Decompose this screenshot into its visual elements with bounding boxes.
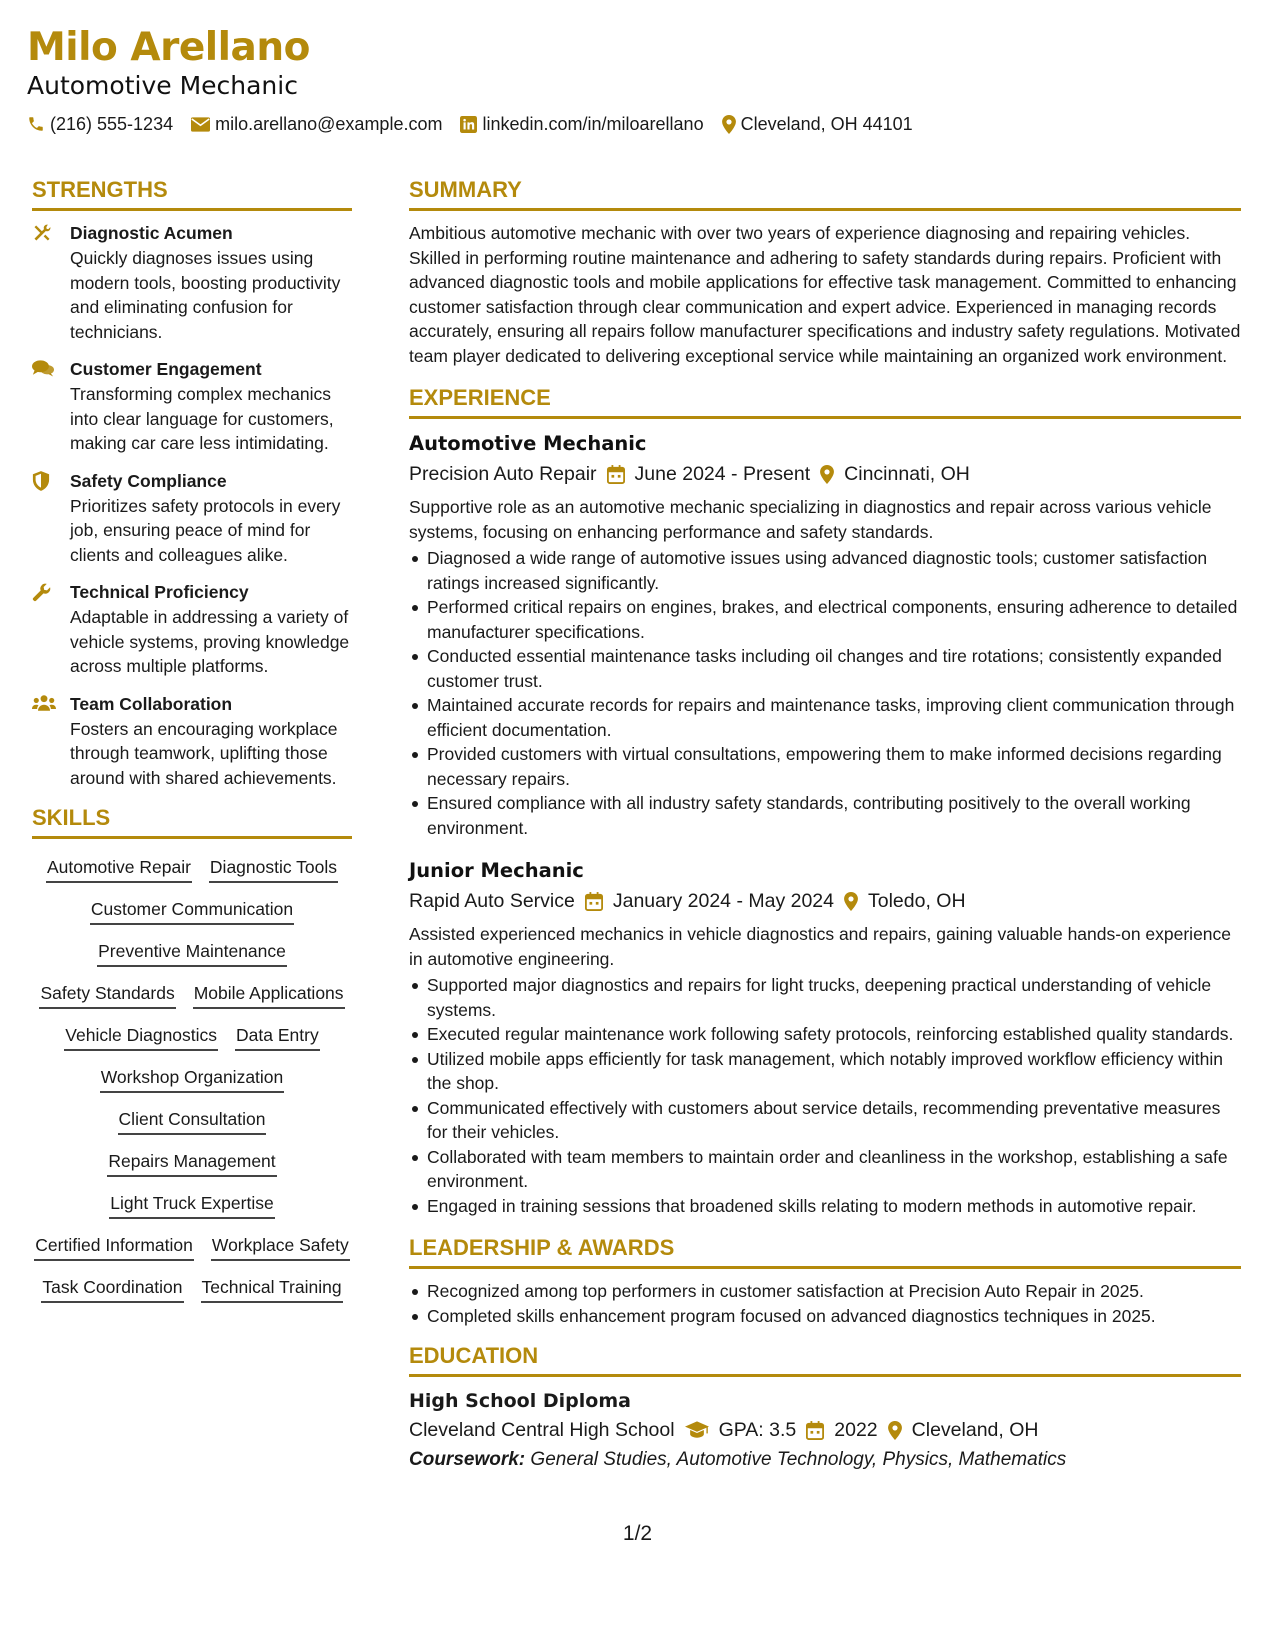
location-text: Cleveland, OH 44101: [740, 114, 913, 134]
candidate-name: Milo Arellano: [27, 25, 310, 70]
linkedin-text[interactable]: linkedin.com/in/miloarellano: [482, 114, 704, 134]
skill-tag: Workplace Safety: [211, 1231, 350, 1261]
page-number: 1/2: [622, 1522, 653, 1545]
email-text[interactable]: milo.arellano@example.com: [215, 114, 443, 134]
strengths-heading: STRENGTHS: [32, 176, 352, 211]
skill-tag: Workshop Organization: [100, 1063, 285, 1093]
skill-tag: Vehicle Diagnostics: [64, 1021, 218, 1051]
skill-tag: Client Consultation: [118, 1105, 267, 1135]
shield-icon: [32, 469, 70, 568]
wrench-icon: [32, 580, 70, 679]
bullet-item: Provided customers with virtual consultations, empowering them to make informed decisions regarding necessary repairs.: [409, 742, 1241, 791]
contact-linkedin[interactable]: [460, 112, 703, 136]
education-meta: [409, 1415, 1241, 1445]
map-pin-icon: [820, 465, 834, 484]
strength-desc: Prioritizes safety protocols in every job, ensuring peace of mind for clients and colleagues alike.: [70, 495, 341, 565]
bullet-item: Performed critical repairs on engines, brakes, and electrical components, ensuring adherence to detailed manufacturer specifications.: [409, 595, 1241, 644]
contact-email[interactable]: [191, 112, 442, 136]
summary-text: Ambitious automotive mechanic with over two years of experience diagnosing and repairing vehicles. Skilled in performing routine maintenance and adhering to safety standards during repairs. Proficient with advanced diagnostic tools and mobile applications for effective task management. Committed to enhancing customer satisfaction through clear communication and expert advice. Experienced in managing records accurately, ensuring all repairs follow manufacturer specifications and industry safety regulations. Motivated team player dedicated to delivering exceptional service while maintaining an organized work environment.: [409, 223, 1241, 366]
bullet-item: Utilized mobile apps efficiently for task management, which notably improved workflow efficiency within the shop.: [409, 1047, 1241, 1096]
graduation-cap-icon: [685, 1421, 709, 1439]
envelope-icon: [191, 117, 210, 132]
team-icon: [32, 692, 70, 791]
bullet-item: Supported major diagnostics and repairs for light trucks, deepening practical understanding of vehicle systems.: [409, 973, 1241, 1022]
bullet-item: Maintained accurate records for repairs and maintenance tasks, improving client communication through efficient documentation.: [409, 693, 1241, 742]
bullet-item: Diagnosed a wide range of automotive issues using advanced diagnostic tools; customer satisfaction ratings increased significantly.: [409, 546, 1241, 595]
skill-tag: Mobile Applications: [193, 979, 345, 1009]
graduation-year: 2022: [834, 1419, 878, 1441]
skill-tag: Diagnostic Tools: [209, 853, 338, 883]
left-column: [32, 176, 352, 1303]
strength-item: [32, 221, 352, 344]
strength-title: Diagnostic Acumen: [70, 223, 233, 243]
right-column: [409, 176, 1241, 1475]
calendar-icon: [806, 1421, 824, 1440]
job-dates: January 2024 - May 2024: [612, 890, 834, 912]
job-location: Toledo, OH: [868, 890, 966, 912]
job-entry: [409, 856, 1241, 1218]
job-description: Assisted experienced mechanics in vehicle diagnostics and repairs, gaining valuable hands-on experience in automotive engineering.: [409, 924, 1232, 969]
map-pin-icon: [844, 892, 858, 911]
bullet-item: Executed regular maintenance work following safety protocols, reinforcing established quality standards.: [409, 1022, 1241, 1047]
strength-item: [32, 469, 352, 568]
skill-tag: Automotive Repair: [46, 853, 192, 883]
skill-tag: Preventive Maintenance: [97, 937, 287, 967]
experience-heading: EXPERIENCE: [409, 384, 1241, 419]
job-title: Junior Mechanic: [409, 859, 584, 882]
gpa-text: GPA: 3.5: [718, 1419, 797, 1441]
chat-icon: [32, 357, 70, 456]
skill-tag: Light Truck Expertise: [109, 1189, 274, 1219]
job-meta: [409, 886, 1241, 916]
strength-title: Team Collaboration: [70, 693, 233, 714]
contact-bar: [27, 112, 1247, 136]
skill-tag: Task Coordination: [41, 1273, 183, 1303]
job-location: Cincinnati, OH: [844, 463, 970, 485]
strength-desc: Quickly diagnoses issues using modern tools, boosting productivity and eliminating confusion for technicians.: [70, 248, 341, 342]
job-title: Automotive Mechanic: [409, 432, 647, 455]
contact-phone: [27, 112, 173, 136]
coursework-label: Coursework:: [409, 1449, 526, 1470]
calendar-icon: [607, 465, 625, 484]
skill-tag: Safety Standards: [39, 979, 175, 1009]
skill-tag: Customer Communication: [90, 895, 294, 925]
bullet-item: Communicated effectively with customers about service details, recommending preventative measures for their vehicles.: [409, 1096, 1241, 1145]
calendar-icon: [585, 892, 603, 911]
skills-list: [32, 853, 352, 1303]
bullet-item: Ensured compliance with all industry safety standards, contributing positively to the overall working environment.: [409, 791, 1241, 840]
school-name: Cleveland Central High School: [409, 1419, 675, 1441]
job-dates: June 2024 - Present: [634, 463, 811, 485]
job-bullets: [409, 973, 1241, 1218]
company-name: Precision Auto Repair: [409, 463, 597, 485]
phone-icon: [27, 115, 45, 133]
skill-tag: Technical Training: [201, 1273, 343, 1303]
bullet-item: Conducted essential maintenance tasks including oil changes and tire rotations; consistently expanded customer trust.: [409, 644, 1241, 693]
strength-item: [32, 692, 352, 791]
coursework-line: [409, 1445, 1241, 1475]
job-meta: [409, 459, 1241, 489]
strength-item: [32, 357, 352, 456]
strength-title: Safety Compliance: [70, 470, 227, 491]
strength-title: Customer Engagement: [70, 359, 262, 379]
education-heading: EDUCATION: [409, 1342, 1241, 1377]
strength-desc: Fosters an encouraging workplace through teamwork, uplifting those around with shared achievements.: [70, 718, 338, 788]
map-pin-icon: [722, 115, 736, 134]
skill-tag: Repairs Management: [107, 1147, 276, 1177]
summary-heading: SUMMARY: [409, 176, 1241, 211]
company-name: Rapid Auto Service: [409, 890, 575, 912]
resume-header: [27, 24, 1247, 136]
job-description: Supportive role as an automotive mechanic specializing in diagnostics and repair across various vehicle systems, focusing on enhancing performance and safety standards.: [409, 497, 1212, 542]
map-pin-icon: [888, 1421, 902, 1440]
degree-title: High School Diploma: [409, 1390, 631, 1412]
contact-location: [722, 112, 913, 136]
awards-list: [409, 1279, 1241, 1328]
strength-desc: Transforming complex mechanics into clear language for customers, making car care less intimidating.: [70, 384, 334, 453]
award-item: Recognized among top performers in customer satisfaction at Precision Auto Repair in 2025.: [409, 1279, 1241, 1304]
leadership-heading: LEADERSHIP & AWARDS: [409, 1234, 1241, 1269]
skills-heading: SKILLS: [32, 804, 352, 839]
coursework-text: General Studies, Automotive Technology, Physics, Mathematics: [530, 1449, 1067, 1470]
strength-desc: Adaptable in addressing a variety of vehicle systems, proving knowledge across multiple platforms.: [70, 607, 350, 676]
skill-tag: Data Entry: [235, 1021, 320, 1051]
job-bullets: [409, 546, 1241, 840]
education-location: Cleveland, OH: [911, 1419, 1039, 1441]
candidate-title: Automotive Mechanic: [27, 71, 298, 100]
skill-tag: Certified Information: [34, 1231, 194, 1261]
linkedin-icon: [460, 116, 477, 133]
bullet-item: Engaged in training sessions that broadened skills relating to modern methods in automotive repair.: [409, 1194, 1241, 1219]
award-item: Completed skills enhancement program focused on advanced diagnostics techniques in 2025.: [409, 1304, 1241, 1329]
strength-title: Technical Proficiency: [70, 582, 249, 602]
tools-icon: [32, 221, 70, 344]
bullet-item: Collaborated with team members to maintain order and cleanliness in the workshop, establishing a safe environment.: [409, 1145, 1241, 1194]
phone-text: (216) 555-1234: [50, 114, 174, 134]
strength-item: [32, 580, 352, 679]
job-entry: [409, 429, 1241, 840]
